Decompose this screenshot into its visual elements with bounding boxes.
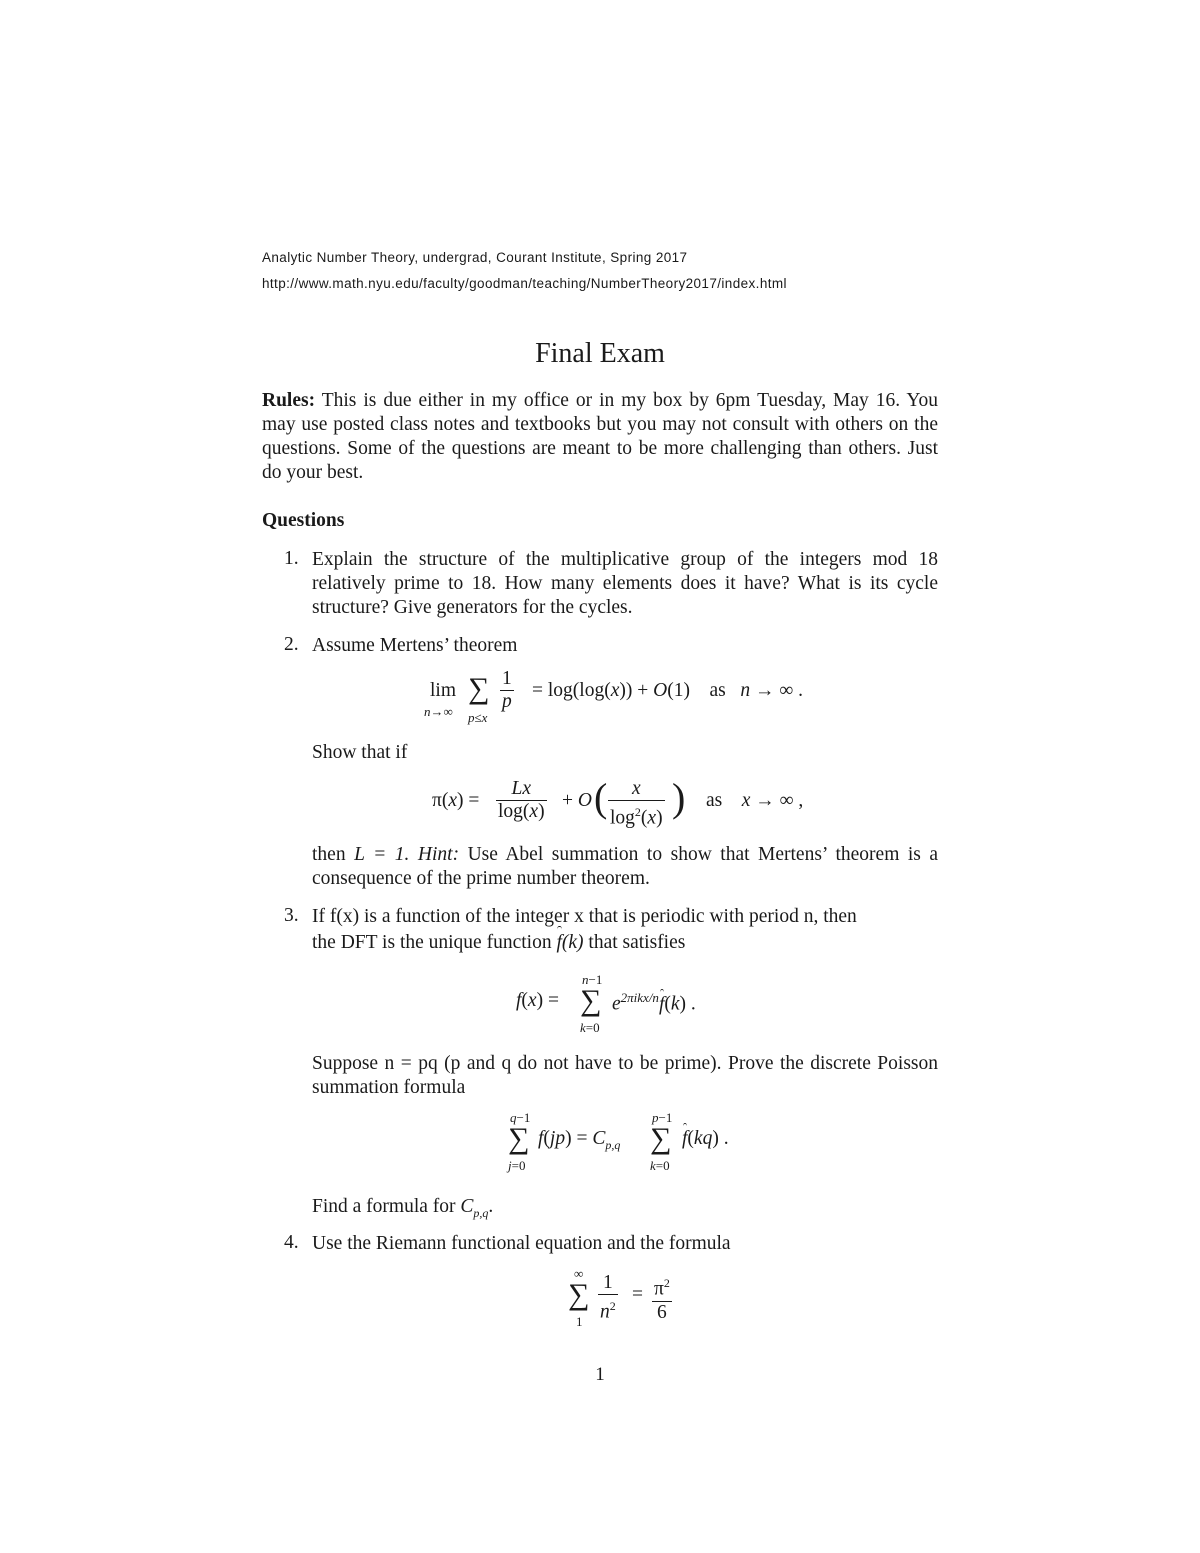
- question-1-text: Explain the structure of the multiplicative group of the integers mod 18 relatively prime to 18. How many elements does it have? What is its cycle structure? Give generators for the cycles.: [312, 549, 938, 618]
- question-2-hint: [312, 843, 938, 891]
- question-number: 3.: [284, 905, 299, 926]
- question-number: 1.: [284, 548, 299, 569]
- basel-formula: ∞ ∑ 1 $\frac{1}{n^2}$ = $\frac{\pi^2}{6}$: [568, 1266, 670, 1329]
- question-number: 4.: [284, 1232, 299, 1253]
- question-3-find: Find a formula for $C_{p,q}$.: [312, 1196, 494, 1220]
- dft-text-a: the DFT is the unique function: [312, 932, 552, 953]
- question-3-line2: the DFT is the unique function f(k) that satisfies: [312, 932, 686, 953]
- page-title: Final Exam: [535, 338, 665, 369]
- questions-heading: Questions: [262, 510, 345, 531]
- dft-formula: f(x) = n−1 ∑ k=0 $e^{2\pi ikx/n}f(k)$ .: [516, 972, 696, 1035]
- question-2-intro: Assume Mertens’ theorem: [312, 635, 518, 656]
- pnt-formula: π(x) = $\frac{Lx}{\log(x)}$ + O ( $\frac{x}{\log^2(x)}$ ) as x → ∞ ,: [432, 775, 804, 829]
- question-3-line1: If f(x) is a function of the integer x that is periodic with period n, then: [312, 906, 857, 927]
- course-url: http://www.math.nyu.edu/faculty/goodman/teaching/NumberTheory2017/index.html: [262, 276, 787, 291]
- question-4-text: Use the Riemann functional equation and the formula: [312, 1233, 731, 1254]
- mertens-formula: lim n→∞ ∑ p≤x $\frac{1}{p}$ = log(log(x)) + O(1) as n → ∞ .: [424, 668, 803, 725]
- question-2-show-if: Show that if: [312, 742, 408, 763]
- poisson-formula: q−1 ∑ j=0 $f(jp) = C_{p,q}$ p−1 ∑ k=0 f(kq) .: [508, 1110, 729, 1173]
- rules-label: Rules:: [262, 390, 316, 411]
- question-3-suppose: Suppose n = pq (p and q do not have to be prime). Prove the discrete Poisson summation formula: [312, 1053, 938, 1098]
- then-word: then: [312, 844, 346, 865]
- rules-paragraph: [262, 389, 938, 485]
- course-header: Analytic Number Theory, undergrad, Courant Institute, Spring 2017: [262, 250, 688, 265]
- hint-text: Use Abel summation to show that Mertens’ theorem is a consequence of the prime number theorem.: [312, 844, 939, 889]
- dft-text-b: that satisfies: [588, 932, 686, 953]
- question-number: 2.: [284, 634, 299, 655]
- find-text: Find a formula for: [312, 1196, 456, 1217]
- rules-text: This is due either in my office or in my box by 6pm Tuesday, May 16. You may use posted class notes and textbooks but you may not consult with others on the questions. Some of the questions are meant to be more challenging than others. Just do your best.: [262, 390, 938, 483]
- hint-label: Hint:: [417, 844, 460, 865]
- l-equals: L = 1.: [354, 844, 410, 865]
- page-number: 1: [595, 1364, 605, 1385]
